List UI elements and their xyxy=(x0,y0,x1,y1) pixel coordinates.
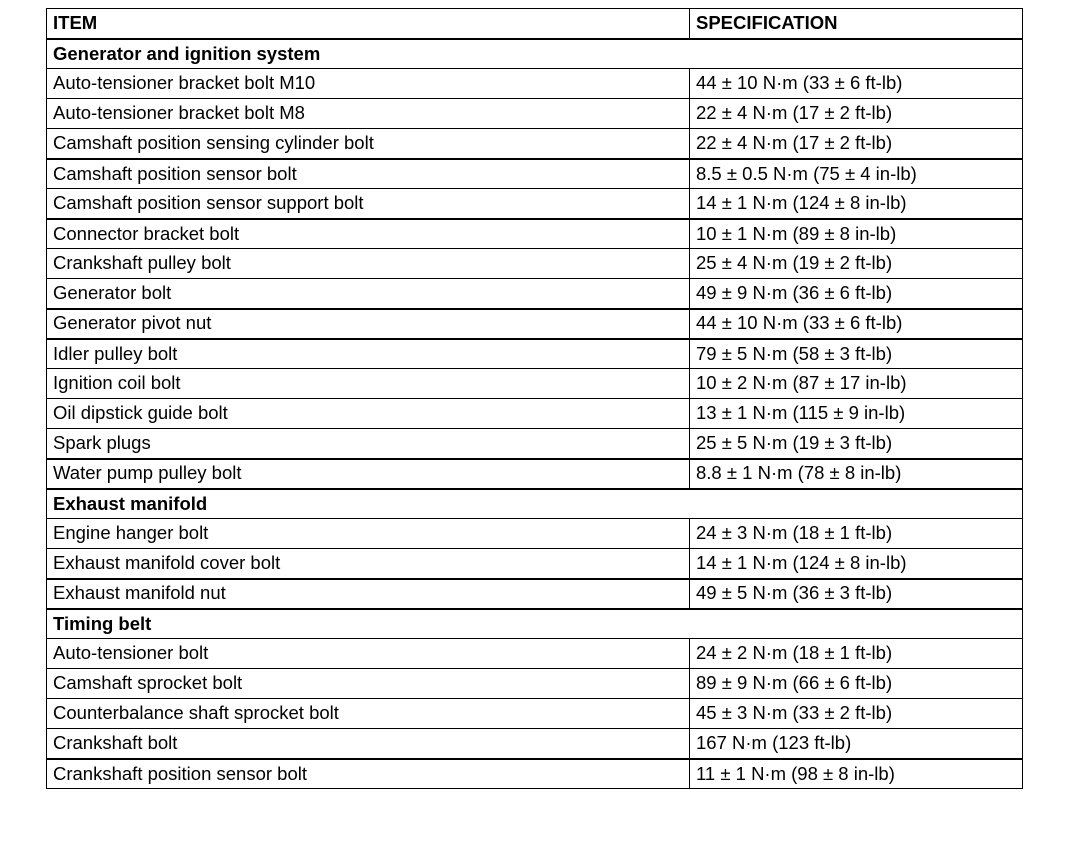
table-row xyxy=(47,399,1023,429)
section-header-row xyxy=(47,609,1023,639)
specification-cell: 11 ± 1 N·m (98 ± 8 in-lb) xyxy=(690,759,1023,789)
table-row xyxy=(47,429,1023,459)
specification-cell: 22 ± 4 N·m (17 ± 2 ft-lb) xyxy=(690,99,1023,129)
specification-cell: 14 ± 1 N·m (124 ± 8 in-lb) xyxy=(690,549,1023,579)
item-cell: Oil dipstick guide bolt xyxy=(47,399,690,429)
table-row xyxy=(47,309,1023,339)
section-title: Generator and ignition system xyxy=(47,39,1023,69)
table-row xyxy=(47,729,1023,759)
table-row xyxy=(47,219,1023,249)
specification-cell: 22 ± 4 N·m (17 ± 2 ft-lb) xyxy=(690,129,1023,159)
item-cell: Ignition coil bolt xyxy=(47,369,690,399)
section-header-row xyxy=(47,39,1023,69)
specification-cell: 24 ± 2 N·m (18 ± 1 ft-lb) xyxy=(690,639,1023,669)
table-row xyxy=(47,579,1023,609)
table-row xyxy=(47,279,1023,309)
specification-cell: 8.8 ± 1 N·m (78 ± 8 in-lb) xyxy=(690,459,1023,489)
specification-cell: 10 ± 2 N·m (87 ± 17 in-lb) xyxy=(690,369,1023,399)
item-cell: Idler pulley bolt xyxy=(47,339,690,369)
section-header-row xyxy=(47,489,1023,519)
table-row xyxy=(47,549,1023,579)
item-cell: Auto-tensioner bracket bolt M8 xyxy=(47,99,690,129)
table-row xyxy=(47,519,1023,549)
table-row xyxy=(47,69,1023,99)
table-row xyxy=(47,249,1023,279)
specification-cell: 44 ± 10 N·m (33 ± 6 ft-lb) xyxy=(690,309,1023,339)
section-title: Timing belt xyxy=(47,609,1023,639)
item-cell: Spark plugs xyxy=(47,429,690,459)
item-cell: Engine hanger bolt xyxy=(47,519,690,549)
item-cell: Camshaft position sensor bolt xyxy=(47,159,690,189)
item-cell: Generator bolt xyxy=(47,279,690,309)
table-row xyxy=(47,459,1023,489)
specification-cell: 8.5 ± 0.5 N·m (75 ± 4 in-lb) xyxy=(690,159,1023,189)
table-row xyxy=(47,369,1023,399)
item-cell: Auto-tensioner bolt xyxy=(47,639,690,669)
item-cell: Auto-tensioner bracket bolt M10 xyxy=(47,69,690,99)
item-cell: Crankshaft bolt xyxy=(47,729,690,759)
item-cell: Counterbalance shaft sprocket bolt xyxy=(47,699,690,729)
item-cell: Camshaft position sensing cylinder bolt xyxy=(47,129,690,159)
torque-spec-table xyxy=(46,8,1023,789)
item-cell: Exhaust manifold nut xyxy=(47,579,690,609)
specification-cell: 14 ± 1 N·m (124 ± 8 in-lb) xyxy=(690,189,1023,219)
item-cell: Water pump pulley bolt xyxy=(47,459,690,489)
table-body xyxy=(47,9,1023,789)
specification-cell: 49 ± 5 N·m (36 ± 3 ft-lb) xyxy=(690,579,1023,609)
table-row xyxy=(47,699,1023,729)
table-row xyxy=(47,99,1023,129)
item-cell: Connector bracket bolt xyxy=(47,219,690,249)
table-header-row xyxy=(47,9,1023,39)
specification-cell: 79 ± 5 N·m (58 ± 3 ft-lb) xyxy=(690,339,1023,369)
specification-cell: 167 N·m (123 ft-lb) xyxy=(690,729,1023,759)
table-row xyxy=(47,159,1023,189)
item-cell: Exhaust manifold cover bolt xyxy=(47,549,690,579)
specification-cell: 44 ± 10 N·m (33 ± 6 ft-lb) xyxy=(690,69,1023,99)
table-row xyxy=(47,669,1023,699)
table-row xyxy=(47,339,1023,369)
specification-cell: 45 ± 3 N·m (33 ± 2 ft-lb) xyxy=(690,699,1023,729)
item-cell: Crankshaft pulley bolt xyxy=(47,249,690,279)
header-specification: SPECIFICATION xyxy=(690,9,1023,39)
specification-cell: 13 ± 1 N·m (115 ± 9 in-lb) xyxy=(690,399,1023,429)
item-cell: Generator pivot nut xyxy=(47,309,690,339)
item-cell: Camshaft sprocket bolt xyxy=(47,669,690,699)
specification-cell: 24 ± 3 N·m (18 ± 1 ft-lb) xyxy=(690,519,1023,549)
specification-cell: 25 ± 4 N·m (19 ± 2 ft-lb) xyxy=(690,249,1023,279)
table-row xyxy=(47,639,1023,669)
section-title: Exhaust manifold xyxy=(47,489,1023,519)
table-row xyxy=(47,759,1023,789)
specification-cell: 25 ± 5 N·m (19 ± 3 ft-lb) xyxy=(690,429,1023,459)
specification-cell: 10 ± 1 N·m (89 ± 8 in-lb) xyxy=(690,219,1023,249)
table-row xyxy=(47,129,1023,159)
specification-cell: 89 ± 9 N·m (66 ± 6 ft-lb) xyxy=(690,669,1023,699)
item-cell: Crankshaft position sensor bolt xyxy=(47,759,690,789)
item-cell: Camshaft position sensor support bolt xyxy=(47,189,690,219)
table-row xyxy=(47,189,1023,219)
specification-cell: 49 ± 9 N·m (36 ± 6 ft-lb) xyxy=(690,279,1023,309)
header-item: ITEM xyxy=(47,9,690,39)
